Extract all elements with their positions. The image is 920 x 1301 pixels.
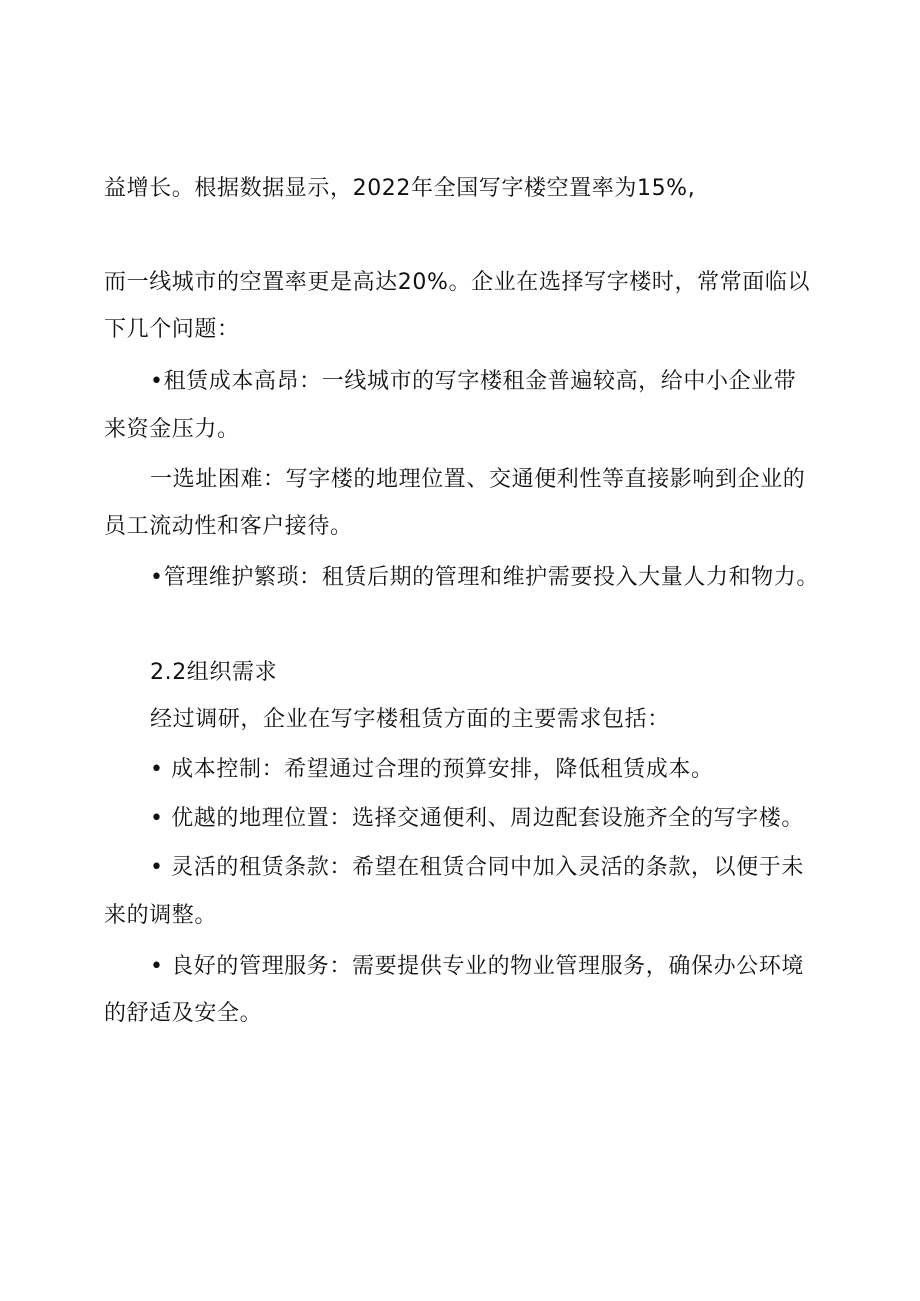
need-item-flexible-terms: • 灵活的租赁条款：希望在租赁合同中加入灵活的条款，以便于未 <box>150 855 804 880</box>
need-item-management: • 良好的管理服务：需要提供专业的物业管理服务，确保办公环境 <box>150 954 804 979</box>
need-item-cost-control: • 成本控制：希望通过合理的预算安排，降低租赁成本。 <box>150 757 714 782</box>
section-heading: 2.2组织需求 <box>150 660 278 685</box>
section-intro: 经过调研，企业在写字楼租赁方面的主要需求包括： <box>150 707 670 732</box>
need-item-continuation: 的舒适及安全。 <box>104 1001 263 1026</box>
body-text-line: 而一线城市的空置率更是高达20%。企业在选择写字楼时，常常面临以 <box>104 270 811 295</box>
body-text-line: 下几个问题： <box>104 317 240 342</box>
bullet-item-rent-cost: •租赁成本高昂：一线城市的写字楼租金普遍较高，给中小企业带 <box>150 369 797 394</box>
bullet-item-continuation: 来资金压力。 <box>104 417 240 442</box>
bullet-item-site-selection: 一选址困难：写字楼的地理位置、交通便利性等直接影响到企业的 <box>150 467 806 492</box>
need-item-location: • 优越的地理位置：选择交通便利、周边配套设施齐全的写字楼。 <box>150 806 804 831</box>
bullet-item-continuation: 员工流动性和客户接待。 <box>104 514 353 539</box>
need-item-continuation: 来的调整。 <box>104 903 218 928</box>
bullet-item-maintenance: •管理维护繁琐：租赁后期的管理和维护需要投入大量人力和物力。 <box>150 565 819 590</box>
body-text-line: 益增长。根据数据显示，2022年全国写字楼空置率为15%, <box>104 176 696 201</box>
